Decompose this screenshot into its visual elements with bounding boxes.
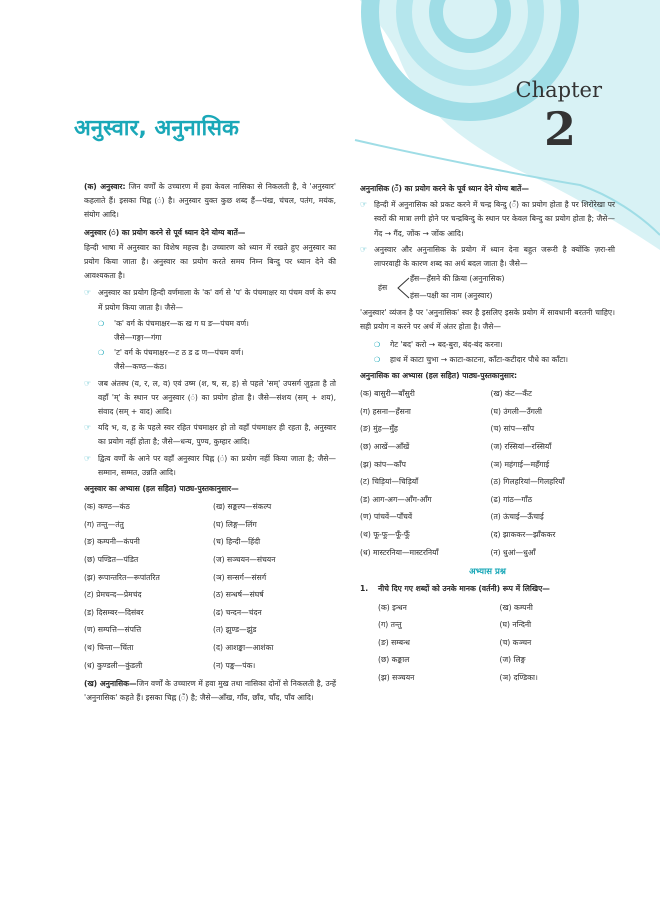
bullet-point: ☞ अनुस्वार का प्रयोग हिन्दी वर्णमाला के 'क' वर्ग से 'प' के पंचमाक्षर या पंचम वर्ण के रूप में प्रयोग किया जाता है। जैसे—: [84, 286, 336, 314]
practice-item: (द) झाककर—झाँककर: [490, 529, 556, 539]
anunasik-label: (ख) अनुनासिक—: [84, 679, 137, 689]
question-text: नीचे दिए गए शब्दों को उनके मानक (वर्तनी) रूप में लिखिए—: [378, 584, 550, 594]
practice-item: (ढ) चन्दन—चंदन: [213, 607, 262, 617]
sub-point-example: जैसे—गङ्गा—गंगा: [114, 333, 162, 343]
anusvar-vs-anunasik: 'अनुस्वार' व्यंजन है पर 'अनुनासिक' स्वर है इसलिए इसके प्रयोग में सावधानी बरतनी चाहिए। सही प्रयोग न करने पर अर्थ में अंतर होता है। जैसे—: [360, 308, 615, 332]
practice-item: (ख) सङ्कल्प—संकल्प: [213, 502, 272, 512]
question-item: (ग) तन्तु: [378, 620, 402, 630]
practice-item: (थ) फू-फू—फूँ-फूँ: [360, 529, 410, 539]
practice-item: (ण) पांचवें—पाँचवें: [360, 512, 413, 522]
practice-item: (ट) चिड़ियां—चिड़ियाँ: [360, 477, 419, 487]
question-number: 1.: [360, 584, 369, 594]
anusvar-heading: अनुस्वार (ं) का प्रयोग करने से पूर्व ध्यान देने योग्य बातें—: [84, 227, 246, 237]
sub-point: [84, 317, 336, 345]
practice-item: (न) पङ्क—पंक।: [213, 660, 256, 670]
practice-item: (ड) दिसम्बर—दिसंबर: [84, 607, 144, 617]
practice-item: (घ) लिङ्ग—लिंग: [213, 519, 257, 529]
practice-item: (ग) हसना—हँसना: [360, 406, 411, 416]
exercise-heading: अभ्यास प्रश्न: [469, 567, 506, 578]
hans-example: [360, 273, 615, 303]
hans-meaning-2: हंस—पक्षी का नाम (अनुस्वार): [410, 291, 493, 301]
practice-item: (ञ) सन्सर्ग—संसर्ग: [213, 572, 267, 582]
practice-item: (ट) प्रेमचन्द—प्रेमचंद: [84, 590, 142, 600]
anunasik-text: जिन वर्णों के उच्चारण में हवा मुख तथा नासिका दोनों से निकलती है, उन्हें 'अनुनासिक' कहते हैं। इसका चिह्न (ँ) है; जैसे—आँख, गाँव, छाँव, चाँद, पाँव आदि।: [84, 679, 336, 703]
practice-item: (ठ) गिलहरियां—गिलहरियाँ: [490, 477, 565, 487]
sub-point: ❍ गेट 'बद' करो → बद-बुरा, बंद-बंद करना।: [360, 338, 615, 352]
practice-item: (ध) मास्टरनिया—मास्टरनियाँ: [360, 547, 439, 557]
practice-item: (क) बासुरी—बाँसुरी: [360, 389, 415, 399]
question-item: (ञ) दण्डिका।: [499, 672, 538, 682]
practice-item: (न) धुआं—धुआँ: [490, 547, 536, 557]
practice-item: (ढ) गांठ—गाँठ: [490, 494, 533, 504]
practice-item: (ठ) सन्धर्ष—संघर्ष: [213, 590, 264, 600]
sub-point: [84, 346, 336, 374]
anusvar-definition: [84, 180, 336, 223]
anunasik-practice-heading: अनुनासिक का अभ्यास (हल सहित) पाठ्य-पुस्तकानुसार:: [360, 371, 518, 381]
practice-item: (द) आशङ्का—आशंका: [213, 643, 274, 653]
question-item: (ज) लिङ्ग: [499, 655, 526, 665]
bullet-point: ☞ हिन्दी में अनुनासिक को प्रकट करने में चन्द्र बिन्दु (ँ) का प्रयोग होता है पर शिरोरेखा पर स्वरों की मात्रा लगी होने पर चन्द्रबिन्दु के स्थान पर केवल बिन्दु का प्रयोग होता है; जैसे—गेंद → गैंद, जोंक → जोंक आदि।: [360, 198, 615, 241]
question-item: (ख) कम्पनी: [499, 602, 533, 612]
practice-item: (ख) कंट—कँट: [490, 389, 532, 399]
brace-icon: [396, 277, 410, 299]
practice-item: (ड) आग-अग—आँग-आँग: [360, 494, 432, 504]
practice-item: (ञ) महंगाई—महँगाई: [490, 459, 550, 469]
practice-item: (ङ) कम्पनी—कंपनी: [84, 537, 140, 547]
practice-item: (झ) कांप—काँप: [360, 459, 406, 469]
anusvar-label: (क) अनुस्वार:: [84, 182, 126, 191]
question-item: (झ) सञ्चयन: [378, 672, 415, 682]
practice-item: (ध) कुण्डली—कुंडली: [84, 660, 143, 670]
sub-point-example: जैसे—कण्ठ—कंठ।: [114, 362, 167, 372]
practice-item: (छ) पण्डित—पंडित: [84, 555, 139, 565]
anusvar-practice-heading: अनुस्वार का अभ्यास (हल सहित) पाठ्य-पुस्तकानुसार—: [84, 484, 239, 494]
practice-item: (त) झुण्ड—झुंड: [213, 625, 257, 635]
anusvar-intro: हिन्दी भाषा में अनुस्वार का विशेष महत्त्व है। उच्चारण को ध्यान में रखते हुए अनुस्वार का प्रयोग किया जाता है। अनुस्वार का प्रयोग करते समय निम्न बिन्दु पर ध्यान देने की आवश्यकता है।: [84, 242, 336, 281]
sub-point-text: 'ट' वर्ग के पंचमाक्षर—ट ठ ड ढ ण—पंचम वर्ण।: [114, 348, 244, 358]
practice-item: (घ) उंगली—उँगली: [490, 406, 543, 416]
practice-item: (ङ) मुंह—मुँह: [360, 424, 398, 434]
sub-point: ❍ हाथ में काटा चुभा → काटा-काटना, काँटा-कटीदार पौधे का काँटा।: [360, 353, 615, 367]
sub-point-text: 'क' वर्ग के पंचमाक्षर—क ख ग घ ङ—पंचम वर्ण।: [114, 318, 249, 328]
chapter-number: 2: [543, 102, 576, 156]
left-column: [84, 180, 336, 709]
anunasik-heading: अनुनासिक (ँ) का प्रयोग करने के पूर्व ध्यान देने योग्य बातें—: [360, 184, 529, 193]
bullet-point: ☞ अनुस्वार और अनुनासिक के प्रयोग में ध्यान देना बहुत जरूरी है क्योंकि ज़रा-सी लापरवाही के कारण शब्द का अर्थ बदल जाता है। जैसे—: [360, 243, 615, 271]
practice-item: (झ) रूपान्तरित—रूपांतरित: [84, 572, 160, 582]
bullet-point: ☞ यदि भ, व, ह के पहले स्वर रहित पंचमाक्षर हो तो वहाँ पंचमाक्षर ही रहता है, अनुस्वार का प्रयोग नहीं होता है; जैसे—धन्य, पुण्य, कुम्हार आदि।: [84, 421, 336, 449]
question-item: (छ) कङ्काल: [378, 655, 410, 665]
right-column: [360, 180, 615, 690]
bullet-point: ☞ द्वित्व वर्णों के आने पर वहाँ अनुस्वार चिह्न (ं) का प्रयोग नहीं किया जाता है; जैसे—सम्मान, सम्मत, उन्नति आदि।: [84, 452, 336, 480]
chapter-title: अनुस्वार, अनुनासिक: [74, 116, 239, 141]
practice-item: (च) सांप—साँप: [490, 424, 535, 434]
practice-item: (ग) तन्तु—तंतु: [84, 519, 124, 529]
question-item: (घ) नन्दिनी: [499, 620, 532, 630]
practice-item: (ज) रस्सियां—रस्सियाँ: [490, 442, 552, 452]
question-item: (क) इन्धन: [378, 602, 407, 612]
hans-meaning-1: हँस—हँसने की क्रिया (अनुनासिक): [410, 274, 505, 284]
bullet-point: ☞ जब अंतस्थ (य, र, ल, व) एवं उष्म (श, ष, स, ह) से पहले 'सम्' उपसर्ग जुड़ता है तो वहाँ 'म्' के स्थान पर अनुस्वार (ं) का प्रयोग होता है। जैसे—संशय (सम् + शय), संवाद (सम् + वाद) आदि।: [84, 377, 336, 420]
anusvar-text: जिन वर्णों के उच्चारण में हवा केवल नासिका से निकलती है, वे 'अनुस्वार' कहलाते हैं। इसका चिह्न (ं) है। अनुस्वार युक्त कुछ शब्द हैं—पंख, चंचल, पतंग, मयंक, संयोग आदि।: [84, 182, 337, 220]
practice-item: (ण) सम्पत्ति—संपत्ति: [84, 625, 142, 635]
anusvar-practice-list: [84, 498, 336, 674]
anunasik-practice-list: [360, 385, 615, 561]
hans-word: हंस: [378, 283, 388, 293]
practice-item: (थ) चिन्ता—चिंता: [84, 643, 134, 653]
question-1: [360, 582, 615, 596]
question-item: (ङ) सम्बन्ध: [378, 637, 410, 647]
chapter-label: Chapter: [515, 78, 602, 102]
practice-item: (त) ऊंचाई—ऊँचाई: [490, 512, 544, 522]
anunasik-definition: [84, 677, 336, 705]
question-1-items: [378, 599, 615, 687]
practice-item: (क) कण्ठ—कंठ: [84, 502, 130, 512]
practice-item: (च) हिन्दी—हिंदी: [213, 537, 261, 547]
question-item: (च) कञ्चन: [499, 637, 532, 647]
practice-item: (छ) आखें—आँखें: [360, 442, 410, 452]
practice-item: (ज) सञ्चयन—संचयन: [213, 555, 276, 565]
